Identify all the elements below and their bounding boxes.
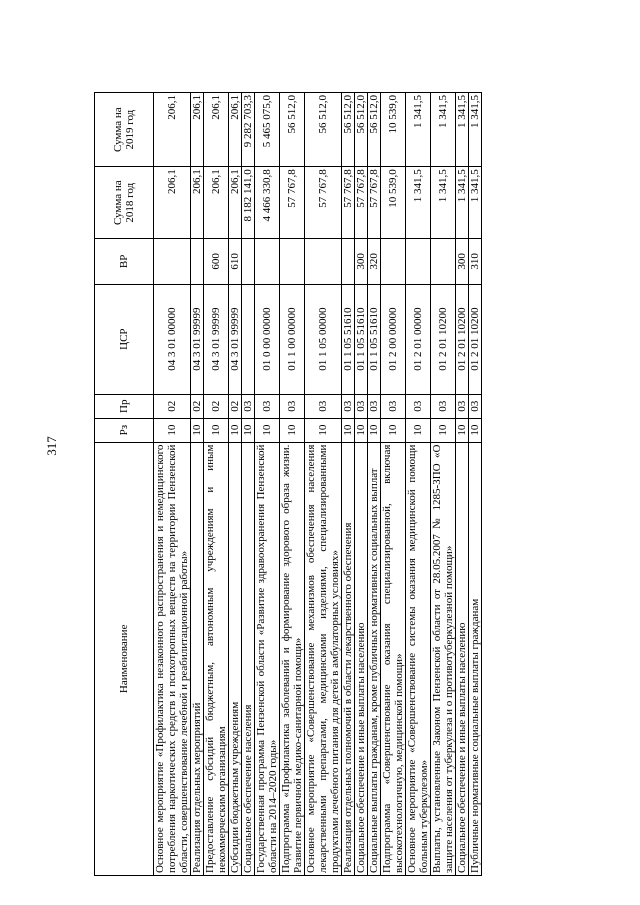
cell-csr: 01 2 01 00000 [406, 284, 431, 394]
table-row [342, 93, 355, 876]
cell-rz: 10 [381, 418, 406, 442]
table-row [456, 93, 469, 876]
table-row [355, 93, 368, 876]
cell-sum-2018: 57 767,8 [368, 167, 381, 239]
cell-vr [431, 239, 456, 284]
table-row [431, 93, 456, 876]
cell-csr: 01 1 05 51610 [368, 284, 381, 394]
table-row [255, 93, 280, 876]
cell-name: Основное мероприятие «Профилактика незаконного распространения и немедицинского потребления наркотических средств и психотропных веществ на территории Пензенской области, совершенствование лечебной и реабилитационной работы» [154, 442, 191, 875]
cell-pr: 02 [154, 394, 191, 418]
cell-sum-2019: 206,1 [191, 93, 204, 167]
cell-sum-2018: 206,1 [229, 167, 242, 239]
cell-name: Предоставление субсидий бюджетным, автономным учреждениям и иным некоммерческим организациям [204, 442, 229, 875]
cell-pr: 03 [355, 394, 368, 418]
cell-rz: 10 [355, 418, 368, 442]
cell-csr: 04 3 01 99999 [229, 284, 242, 394]
cell-vr [154, 239, 191, 284]
cell-name: Основное мероприятие «Совершенствование механизмов обеспечения населения лекарственными препаратами, медицинскими изделиями, специализированными продуктами лечебного питания для детей в амбулаторных условиях» [305, 442, 342, 875]
table-row [154, 93, 191, 876]
cell-csr: 01 1 05 51610 [342, 284, 355, 394]
cell-sum-2018: 57 767,8 [305, 167, 342, 239]
cell-name: Основное мероприятие «Совершенствование системы оказания медицинской помощи больным туберкулезом» [406, 442, 431, 875]
cell-rz: 10 [469, 418, 482, 442]
cell-pr: 02 [204, 394, 229, 418]
table-row [305, 93, 342, 876]
table-header-row [95, 93, 154, 876]
cell-sum-2019: 56 512,0 [368, 93, 381, 167]
cell-sum-2018: 206,1 [204, 167, 229, 239]
table-row [381, 93, 406, 876]
cell-name: Подпрограмма «Совершенствование оказания специализированной, включая высокотехнологичную, медицинской помощи» [381, 442, 406, 875]
cell-rz: 10 [406, 418, 431, 442]
cell-csr: 01 2 01 10200 [431, 284, 456, 394]
table-row [469, 93, 482, 876]
cell-pr: 03 [342, 394, 355, 418]
cell-sum-2018: 1 341,5 [469, 167, 482, 239]
cell-sum-2019: 10 539,0 [381, 93, 406, 167]
cell-name: Реализация отдельных полномочий в области лекарственного обеспечения [342, 442, 355, 875]
table-row [204, 93, 229, 876]
cell-csr: 01 2 01 10200 [469, 284, 482, 394]
table-row [406, 93, 431, 876]
cell-pr: 03 [406, 394, 431, 418]
cell-name: Социальные выплаты гражданам, кроме публичных нормативных социальных выплат [368, 442, 381, 875]
cell-name: Выплаты, установленные Законом Пензенской области от 28.05.2007 № 1285-ЗПО «О защите населения от туберкулеза и о противотуберкулезной помощи» [431, 442, 456, 875]
header-vr: ВР [95, 239, 154, 284]
cell-sum-2018: 4 466 330,8 [255, 167, 280, 239]
cell-csr: 04 3 01 99999 [191, 284, 204, 394]
table-row [368, 93, 381, 876]
cell-sum-2018: 8 182 141,0 [242, 167, 255, 239]
cell-sum-2019: 206,1 [154, 93, 191, 167]
cell-sum-2019: 206,1 [204, 93, 229, 167]
cell-sum-2019: 1 341,5 [469, 93, 482, 167]
cell-vr: 310 [469, 239, 482, 284]
table-row [229, 93, 242, 876]
cell-rz: 10 [255, 418, 280, 442]
cell-pr: 03 [469, 394, 482, 418]
cell-csr: 01 2 01 10200 [456, 284, 469, 394]
cell-rz: 10 [191, 418, 204, 442]
cell-name: Социальное обеспечение и иные выплаты населению [456, 442, 469, 875]
cell-vr [255, 239, 280, 284]
cell-pr: 03 [431, 394, 456, 418]
cell-csr: 01 1 05 00000 [305, 284, 342, 394]
cell-name: Публичные нормативные социальные выплаты гражданам [469, 442, 482, 875]
cell-sum-2018: 57 767,8 [342, 167, 355, 239]
cell-sum-2019: 9 282 703,3 [242, 93, 255, 167]
cell-sum-2019: 56 512,0 [280, 93, 305, 167]
cell-sum-2018: 1 341,5 [406, 167, 431, 239]
cell-vr: 320 [368, 239, 381, 284]
rotated-page-content [94, 92, 582, 876]
cell-sum-2018: 57 767,8 [355, 167, 368, 239]
cell-rz: 10 [431, 418, 456, 442]
cell-name: Государственная программа Пензенской области «Развитие здравоохранения Пензенской области на 2014–2020 годы» [255, 442, 280, 875]
cell-vr: 610 [229, 239, 242, 284]
cell-sum-2018: 206,1 [191, 167, 204, 239]
cell-sum-2018: 10 539,0 [381, 167, 406, 239]
header-csr: ЦСР [95, 284, 154, 394]
cell-rz: 10 [204, 418, 229, 442]
cell-pr: 03 [255, 394, 280, 418]
cell-pr: 03 [280, 394, 305, 418]
cell-vr [342, 239, 355, 284]
cell-rz: 10 [342, 418, 355, 442]
header-pr: Пр [95, 394, 154, 418]
cell-sum-2019: 5 465 075,0 [255, 93, 280, 167]
cell-pr: 03 [242, 394, 255, 418]
table-row [191, 93, 204, 876]
cell-name: Субсидии бюджетным учреждениям [229, 442, 242, 875]
cell-csr: 01 1 00 00000 [280, 284, 305, 394]
cell-sum-2018: 57 767,8 [280, 167, 305, 239]
cell-pr: 03 [381, 394, 406, 418]
cell-sum-2019: 1 341,5 [406, 93, 431, 167]
cell-vr [305, 239, 342, 284]
cell-sum-2018: 1 341,5 [456, 167, 469, 239]
cell-pr: 03 [305, 394, 342, 418]
cell-pr: 02 [229, 394, 242, 418]
table-row [280, 93, 305, 876]
cell-rz: 10 [280, 418, 305, 442]
cell-rz: 10 [154, 418, 191, 442]
cell-sum-2018: 1 341,5 [431, 167, 456, 239]
cell-rz: 10 [229, 418, 242, 442]
budget-table [94, 92, 482, 876]
cell-sum-2019: 206,1 [229, 93, 242, 167]
cell-rz: 10 [368, 418, 381, 442]
cell-vr [191, 239, 204, 284]
cell-rz: 10 [242, 418, 255, 442]
page-number: 317 [44, 436, 59, 456]
cell-csr: 04 3 01 99999 [204, 284, 229, 394]
cell-sum-2019: 56 512,0 [355, 93, 368, 167]
cell-vr: 600 [204, 239, 229, 284]
header-sum-2019: Сумма на 2019 год [95, 93, 154, 167]
cell-name: Реализация отдельных мероприятий [191, 442, 204, 875]
cell-sum-2019: 1 341,5 [456, 93, 469, 167]
cell-pr: 03 [368, 394, 381, 418]
cell-vr [406, 239, 431, 284]
cell-sum-2019: 56 512,0 [342, 93, 355, 167]
cell-vr: 300 [355, 239, 368, 284]
cell-vr [242, 239, 255, 284]
cell-csr [242, 284, 255, 394]
cell-vr [280, 239, 305, 284]
cell-name: Подпрограмма «Профилактика заболеваний и формирование здорового образа жизни. Развитие первичной медико-санитарной помощи» [280, 442, 305, 875]
cell-csr: 01 2 00 00000 [381, 284, 406, 394]
header-rz: Рз [95, 418, 154, 442]
table-row [242, 93, 255, 876]
cell-vr [381, 239, 406, 284]
cell-name: Социальное обеспечение и иные выплаты населению [355, 442, 368, 875]
header-name: Наименование [95, 442, 154, 875]
cell-sum-2019: 1 341,5 [431, 93, 456, 167]
cell-pr: 02 [191, 394, 204, 418]
cell-csr: 04 3 01 00000 [154, 284, 191, 394]
cell-csr: 01 1 05 51610 [355, 284, 368, 394]
cell-rz: 10 [305, 418, 342, 442]
cell-sum-2018: 206,1 [154, 167, 191, 239]
cell-csr: 01 0 00 00000 [255, 284, 280, 394]
header-sum-2018: Сумма на 2018 год [95, 167, 154, 239]
cell-pr: 03 [456, 394, 469, 418]
cell-name: Социальное обеспечение населения [242, 442, 255, 875]
cell-sum-2019: 56 512,0 [305, 93, 342, 167]
cell-rz: 10 [456, 418, 469, 442]
cell-vr: 300 [456, 239, 469, 284]
